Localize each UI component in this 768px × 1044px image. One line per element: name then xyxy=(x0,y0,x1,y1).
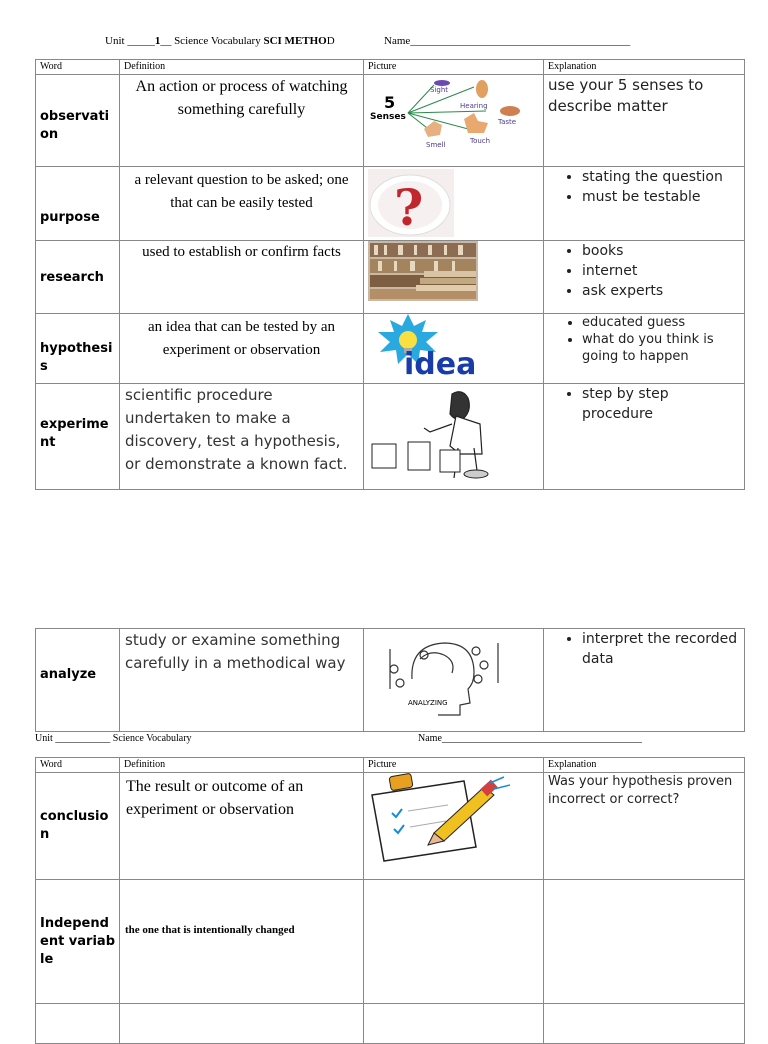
unit-label: Unit xyxy=(105,35,125,47)
vocab-table-1 xyxy=(35,59,745,490)
list-item: • step by step procedure xyxy=(582,384,744,424)
vocab-explanation: use your 5 senses to describe matter xyxy=(548,76,704,115)
explanation-cell[interactable] xyxy=(544,880,745,1004)
table-header-row xyxy=(36,60,745,75)
table-row xyxy=(36,314,745,384)
svg-text:Taste: Taste xyxy=(498,118,517,126)
name-field[interactable] xyxy=(384,35,630,47)
vocab-definition: a relevant question to be asked; one that can be easily tested xyxy=(134,172,349,211)
name-field[interactable] xyxy=(418,733,642,744)
tongue-icon xyxy=(500,106,520,116)
ear-icon xyxy=(476,80,488,98)
vocab-word: analyze xyxy=(40,667,97,682)
analyzing-text: ANALYZING xyxy=(408,699,448,707)
unit-number: 1 xyxy=(154,35,161,47)
idea-text: idea xyxy=(404,347,477,382)
table-header-row xyxy=(36,758,745,773)
name-blank[interactable]: ________________________________________ xyxy=(441,733,642,744)
explanation-list xyxy=(544,167,744,207)
list-item: • must be testable xyxy=(582,187,744,207)
senses-number: 5 xyxy=(384,93,396,112)
vocab-word: hypothesis xyxy=(40,340,113,374)
unit-blank[interactable]: __ xyxy=(160,35,172,47)
table-row xyxy=(36,773,745,880)
explanation-list xyxy=(544,314,744,365)
column-header-picture: Picture xyxy=(364,758,544,773)
vocab-word: experiment xyxy=(40,416,109,450)
column-header-explanation: Explanation xyxy=(544,60,745,75)
nose-icon xyxy=(424,121,442,137)
unit-blank[interactable]: _____ xyxy=(127,35,155,47)
vocab-definition: study or examine something carefully in a methodical way xyxy=(125,631,346,672)
clipboard-image xyxy=(364,773,542,873)
vocab-word: observation xyxy=(40,108,110,142)
table-row xyxy=(36,880,745,1004)
worksheet-header xyxy=(105,35,335,47)
bookshelf-icon xyxy=(370,243,476,299)
list-item: • stating the question xyxy=(582,167,744,187)
list-item: • internet xyxy=(582,261,744,281)
vocab-explanation: Was your hypothesis proven incorrect or correct? xyxy=(548,774,733,807)
table-row xyxy=(36,241,745,314)
table-row xyxy=(36,167,745,241)
subject-label: Science Vocabulary xyxy=(112,733,192,744)
name-blank[interactable]: ________________________________________ xyxy=(410,35,631,47)
list-item: • educated guess xyxy=(582,314,744,331)
column-header-word: Word xyxy=(36,60,120,75)
senses-label: Senses xyxy=(370,112,406,122)
column-header-definition: Definition xyxy=(120,60,364,75)
vocab-definition: An action or process of watching something carefully xyxy=(135,78,348,118)
vocab-table-3 xyxy=(35,757,745,1044)
svg-text:Touch: Touch xyxy=(470,137,491,145)
table-row xyxy=(36,384,745,490)
vocab-word: purpose xyxy=(40,209,100,225)
name-label: Name xyxy=(418,733,442,744)
list-item: • what do you think is going to happen xyxy=(582,331,744,365)
table-row xyxy=(36,75,745,167)
vocab-definition: used to establish or confirm facts xyxy=(142,244,341,260)
name-label: Name xyxy=(384,35,411,47)
vocab-definition: The result or outcome of an experiment or observation xyxy=(126,778,304,818)
column-header-definition: Definition xyxy=(120,758,364,773)
scientist-image xyxy=(364,384,542,484)
analyzing-head-image xyxy=(364,629,542,729)
question-mark-icon: ? xyxy=(394,178,424,237)
column-header-picture: Picture xyxy=(364,60,544,75)
column-header-word: Word xyxy=(36,758,120,773)
picture-cell xyxy=(364,880,544,1004)
vocab-word: conclusion xyxy=(40,809,109,842)
list-item: • books xyxy=(582,241,744,261)
five-senses-image xyxy=(364,75,542,165)
question-mark-image xyxy=(364,167,542,239)
library-books-image xyxy=(364,241,542,313)
vocab-definition: the one that is intentionally changed xyxy=(125,923,295,936)
list-item: • ask experts xyxy=(582,281,744,301)
list-item: • interpret the recorded data xyxy=(582,629,744,669)
vocab-word: Independent variable xyxy=(40,915,116,967)
topic-label: SCI METHO xyxy=(263,35,327,47)
hand-icon xyxy=(464,113,488,133)
unit-blank[interactable]: ___________ xyxy=(55,733,111,744)
worksheet-header xyxy=(35,733,192,744)
column-header-explanation: Explanation xyxy=(544,758,745,773)
vocab-definition: an idea that can be tested by an experiment or observation xyxy=(147,319,335,358)
svg-text:Smell: Smell xyxy=(426,141,446,149)
unit-label: Unit xyxy=(35,733,53,744)
idea-lightbulb-image xyxy=(364,314,542,382)
table-row xyxy=(36,629,745,732)
vocab-word: research xyxy=(40,270,104,285)
vocab-table-2 xyxy=(35,628,745,732)
svg-text:Sight: Sight xyxy=(430,86,449,94)
topic-label-rest: D xyxy=(326,35,335,47)
explanation-list xyxy=(544,241,744,301)
subject-label: Science Vocabulary xyxy=(174,35,261,47)
vocab-definition: scientific procedure undertaken to make a discovery, test a hypothesis, or demonstrate a known fact. xyxy=(125,386,348,473)
explanation-list xyxy=(544,629,744,669)
svg-text:Hearing: Hearing xyxy=(460,102,488,110)
explanation-list xyxy=(544,384,744,424)
